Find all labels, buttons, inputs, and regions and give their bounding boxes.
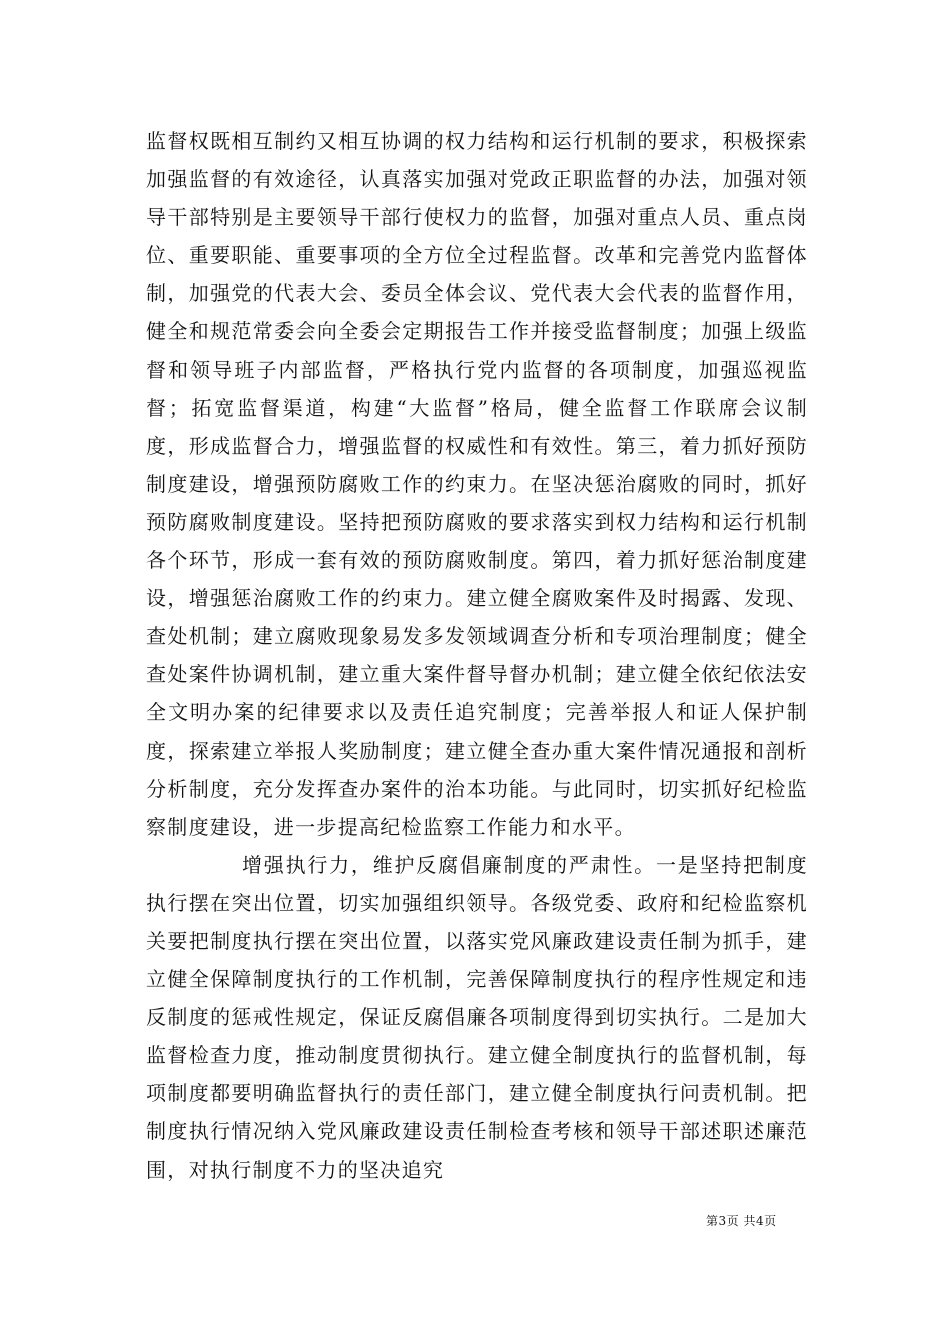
body-text — [146, 122, 808, 1189]
paragraph-enforcement: 增强执行力，维护反腐倡廉制度的严肃性。一是坚持把制度执行摆在突出位置，切实加强组织领导。各级党委、政府和纪检监察机关要把制度执行摆在突出位置，以落实党风廉政建设责任制为抓手，建立健全保障制度执行的工作机制，完善保障制度执行的程序性规定和违反制度的惩戒性规定，保证反腐倡廉各项制度得到切实执行。二是加大监督检查力度，推动制度贯彻执行。建立健全制度执行的监督机制，每项制度都要明确监督执行的责任部门，建立健全制度执行问责机制。把制度执行情况纳入党风廉政建设责任制检查考核和领导干部述职述廉范围，对执行制度不力的坚决追究 — [146, 852, 808, 1182]
paragraph-supervision: 监督权既相互制约又相互协调的权力结构和运行机制的要求，积极探索加强监督的有效途径，认真落实加强对党政正职监督的办法，加强对领导干部特别是主要领导干部行使权力的监督，加强对重点人员、重点岗位、重要职能、重要事项的全方位全过程监督。改革和完善党内监督体制，加强党的代表大会、委员全体会议、党代表大会代表的监督作用，健全和规范常委会向全委会定期报告工作并接受监督制度；加强上级监督和领导班子内部监督，严格执行党内监督的各项制度，加强巡视监督；拓宽监督渠道，构建“大监督”格局，健全监督工作联席会议制度，形成监督合力，增强监督的权威性和有效性。第三，着力抓好预防制度建设，增强预防腐败工作的约束力。在坚决惩治腐败的同时，抓好预防腐败制度建设。坚持把预防腐败的要求落实到权力结构和运行机制各个环节，形成一套有效的预防腐败制度。第四，着力抓好惩治制度建设，增强惩治腐败工作的约束力。建立健全腐败案件及时揭露、发现、查处机制；建立腐败现象易发多发领域调查分析和专项治理制度；健全查处案件协调机制，建立重大案件督导督办机制；建立健全依纪依法安全文明办案的纪律要求以及责任追究制度；完善举报人和证人保护制度，探索建立举报人奖励制度；建立健全查办重大案件情况通报和剖析分析制度，充分发挥查办案件的治本功能。与此同时，切实抓好纪检监察制度建设，进一步提高纪检监察工作能力和水平。 — [146, 129, 808, 839]
page-number-footer: 第3页 共4页 — [706, 1214, 777, 1228]
